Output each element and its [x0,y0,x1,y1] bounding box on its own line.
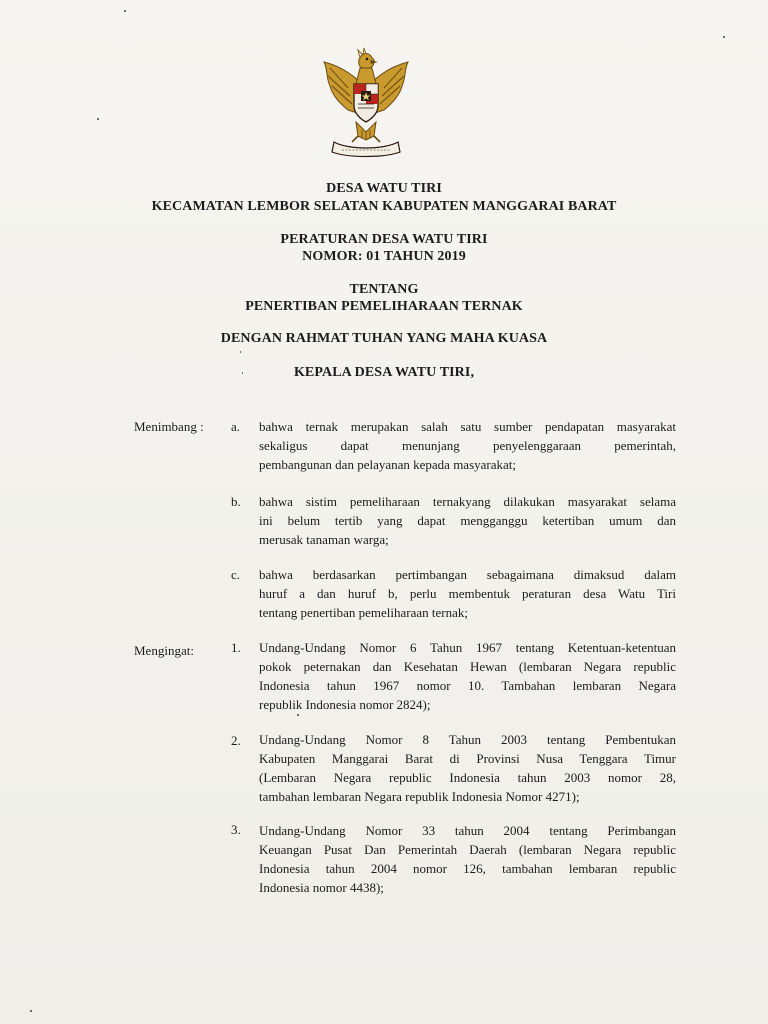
scan-speck [240,351,241,353]
text-line: ini belum tertib yang dapat mengganggu ketertiban umum dan [259,513,676,528]
menimbang-label: Menimbang : [134,419,204,434]
menimbang-item-a [259,417,676,474]
scan-speck [297,714,299,716]
district-title: KECAMATAN LEMBOR SELATAN KABUPATEN MANGGARAI BARAT [151,199,617,214]
regulation-number: NOMOR: 01 TAHUN 2019 [302,249,466,264]
scan-speck [242,372,243,374]
text-line: pokok peternakan dan Kesehatan Hewan (lembaran Negara republic [259,659,676,674]
regulation-subject: PENERTIBAN PEMELIHARAAN TERNAK [245,299,523,314]
text-line: Undang-Undang Nomor 33 tahun 2004 tentang Perimbangan [259,823,676,838]
scan-speck [97,118,99,120]
text-line: tambahan lembaran Negara republik Indonesia Nomor 4271); [259,789,580,804]
mengingat-item-3 [259,821,676,897]
menimbang-item-b [259,492,676,549]
text-line: merusak tanaman warga; [259,532,389,547]
text-line: Keuangan Pusat Dan Pemerintah Daerah (lembaran Negara republic [259,842,676,857]
list-marker: a. [231,419,241,434]
text-line: sekaligus dapat menunjang penyelenggaraan pemerintah, [259,438,676,453]
text-line: Indonesia tahun 1967 nomor 10. Tambahan lembaran Negara [259,678,676,693]
text-line: republik Indonesia nomor 2824); [259,697,431,712]
scan-speck [124,10,126,12]
list-marker: 2. [231,733,241,748]
text-line: bahwa sistim pemeliharaan ternakyang dilakukan masyarakat selama [259,494,676,509]
text-line: tentang penertiban pemeliharaan ternak; [259,605,468,620]
text-line: (Lembaran Negara republic Indonesia tahun 2003 nomor 28, [259,770,676,785]
menimbang-item-c [259,565,676,622]
blessing-line: DENGAN RAHMAT TUHAN YANG MAHA KUASA [220,331,548,346]
text-line: Indonesia nomor 4438); [259,880,384,895]
list-marker: c. [231,567,241,582]
mengingat-label: Mengingat: [134,643,194,658]
list-marker: b. [231,494,241,509]
regulation-title: PERATURAN DESA WATU TIRI [280,232,488,247]
list-marker: 3. [231,822,241,837]
text-line: Indonesia tahun 2004 nomor 126, tambahan lembaran republic [259,861,676,876]
mengingat-item-2 [259,730,676,806]
about-heading: TENTANG [349,282,419,297]
text-line: pembangunan dan pelayanan kepada masyarakat; [259,457,516,472]
garuda-pancasila-emblem [318,44,414,162]
text-line: bahwa berdasarkan pertimbangan sebagaimana dimaksud dalam [259,567,676,582]
text-line: Kabupaten Manggarai Barat di Provinsi Nusa Tenggara Timur [259,751,676,766]
scan-speck [30,1010,32,1012]
text-line: bahwa ternak merupakan salah satu sumber pendapatan masyarakat [259,419,676,434]
list-marker: 1. [231,640,241,655]
mengingat-item-1 [259,638,676,714]
text-line: Undang-Undang Nomor 8 Tahun 2003 tentang Pembentukan [259,732,676,747]
village-title: DESA WATU TIRI [326,181,442,196]
scan-speck [723,36,725,38]
village-head-line: KEPALA DESA WATU TIRI, [293,365,475,380]
text-line: huruf a dan huruf b, perlu membentuk peraturan desa Watu Tiri [259,586,676,601]
text-line: Undang-Undang Nomor 6 Tahun 1967 tentang Ketentuan-ketentuan [259,640,676,655]
